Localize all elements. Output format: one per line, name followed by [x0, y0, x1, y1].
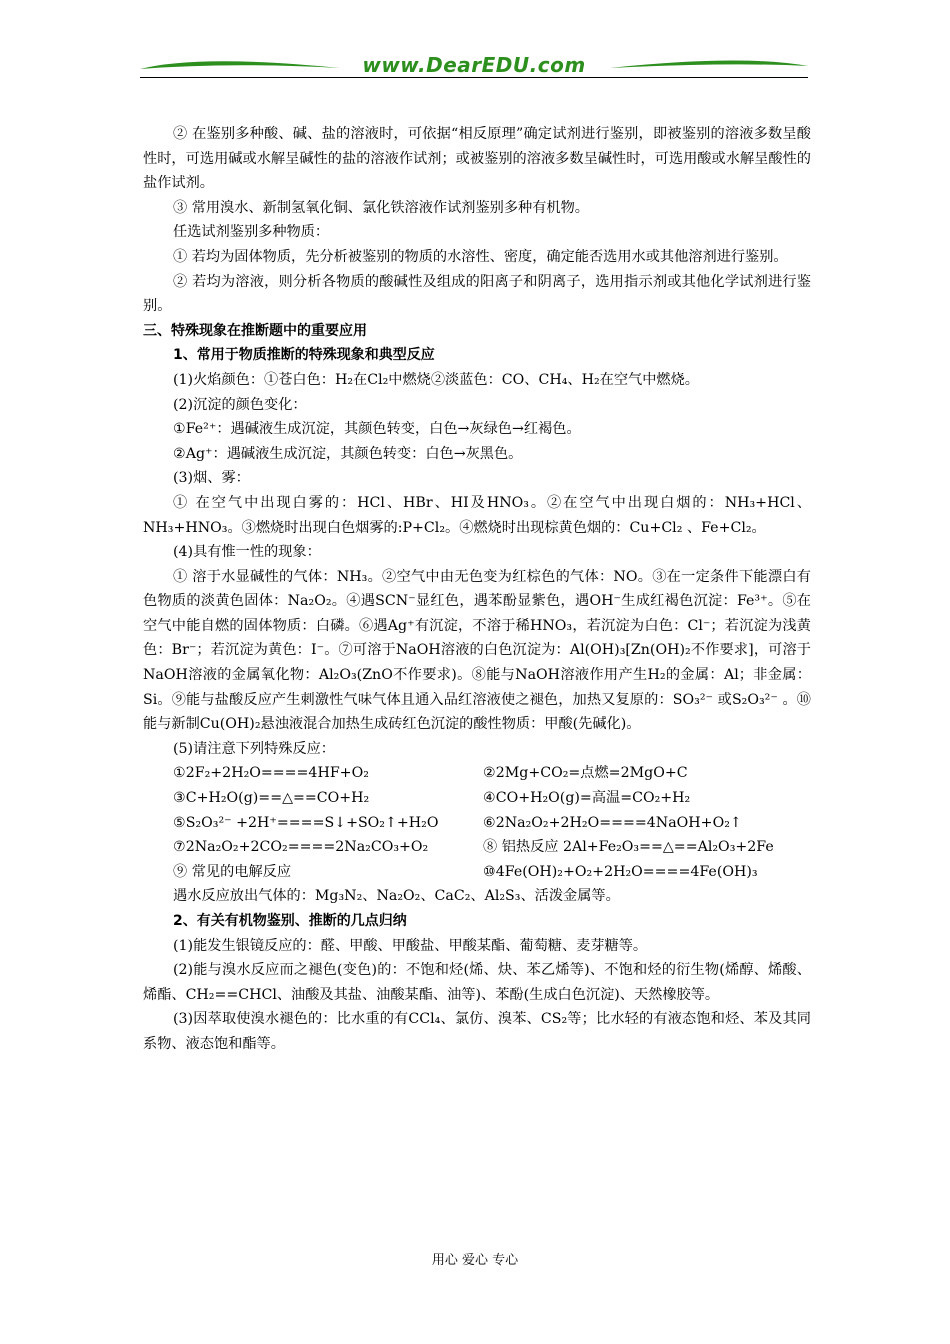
reaction-left: ①2F₂+2H₂O====4HF+O₂	[173, 765, 369, 782]
paragraph: ① 溶于水显碱性的气体：NH₃。②空气中由无色变为红棕色的气体：NO。③在一定条件下能漂白有色物质的淡黄色固体：Na₂O₂。④遇SCN⁻显红色，遇苯酚显紫色，遇OH⁻生成红褐色沉淀：Fe³⁺。⑤在空气中能自燃的固体物质：白磷。⑥遇Ag⁺有沉淀，不溶于稀HNO₃，若沉淀为白色：Cl⁻；若沉淀为浅黄色：Br⁻；若沉淀为黄色：I⁻。⑦可溶于NaOH溶液的白色沉淀为：Al(OH)₃[Zn(OH)₂不作要求]，可溶于NaOH溶液的金属氧化物：Al₂O₃(ZnO不作要求)。⑧能与NaOH溶液作用产生H₂的金属：Al；非金属：Si。⑨能与盐酸反应产生刺激性气味气体且通入品红溶液使之褪色，加热又复原的：SO₃²⁻ 或S₂O₃²⁻ 。⑩能与新制Cu(OH)₂悬浊液混合加热生成砖红色沉淀的酸性物质：甲酸(先碱化)。	[143, 568, 811, 733]
paragraph: ① 若均为固体物质，先分析被鉴别的物质的水溶性、密度，确定能否选用水或其他溶剂进行鉴别。	[173, 248, 788, 265]
paragraph: (2)能与溴水反应而之褪色(变色)的：不饱和烃(烯、炔、苯乙烯等)、不饱和烃的衍生物(烯醇、烯酸、烯酯、CH₂==CHCl、油酸及其盐、油酸某酯、油等)、苯酚(生成白色沉淀)、天然橡胶等。	[143, 962, 811, 1003]
paragraph: ③ 常用溴水、新制氢氧化铜、氯化铁溶液作试剂鉴别多种有机物。	[173, 199, 589, 216]
reaction-left: ⑨ 常见的电解反应	[173, 863, 292, 880]
paragraph: (1)能发生银镜反应的：醛、甲酸、甲酸盐、甲酸某酯、葡萄糖、麦芽糖等。	[173, 937, 648, 954]
paragraph: (1)火焰颜色：①苍白色：H₂在Cl₂中燃烧②淡蓝色：CO、CH₄、H₂在空气中燃烧。	[173, 371, 699, 388]
subsection-heading: 2、有关有机物鉴别、推断的几点归纳	[173, 913, 407, 929]
reaction-left: ⑤S₂O₃²⁻ +2H⁺====S↓+SO₂↑+H₂O	[173, 814, 439, 831]
reaction-left: ⑦2Na₂O₂+2CO₂====2Na₂CO₃+O₂	[173, 839, 429, 856]
document-body	[143, 122, 811, 1057]
subsection-heading: 1、常用于物质推断的特殊现象和典型反应	[173, 347, 435, 364]
reaction-right: ④CO+H₂O(g)=高温=CO₂+H₂	[483, 790, 691, 807]
paragraph: (3)烟、雾：	[173, 470, 250, 487]
reaction-right: ⑧ 铝热反应 2Al+Fe₂O₃==△==Al₂O₃+2Fe	[483, 839, 774, 856]
section-heading: 三、特殊现象在推断题中的重要应用	[143, 322, 367, 339]
paragraph: (2)沉淀的颜色变化：	[173, 396, 307, 413]
reaction-row	[143, 811, 811, 836]
header-divider	[140, 77, 808, 78]
reaction-right: ②2Mg+CO₂=点燃=2MgO+C	[483, 765, 688, 782]
paragraph: ② 若均为溶液，则分析各物质的酸碱性及组成的阳离子和阴离子，选用指示剂或其他化学试剂进行鉴别。	[143, 273, 811, 315]
reaction-row	[143, 761, 811, 786]
page-footer: 用心 爱心 专心	[431, 1253, 519, 1268]
paragraph: ①Fe²⁺：遇碱液生成沉淀，其颜色转变，白色→灰绿色→红褐色。	[173, 421, 581, 438]
site-title: www.DearEDU.com	[362, 53, 586, 77]
reaction-row	[143, 835, 811, 860]
paragraph: 任选试剂鉴别多种物质：	[173, 224, 330, 241]
reaction-right: ⑩4Fe(OH)₂+O₂+2H₂O====4Fe(OH)₃	[483, 863, 758, 880]
paragraph: (4)具有惟一性的现象：	[173, 544, 321, 561]
reaction-left: ③C+H₂O(g)==△==CO+H₂	[173, 790, 370, 807]
reaction-row	[143, 786, 811, 811]
page-header	[140, 52, 808, 82]
paragraph: ②Ag⁺：遇碱液生成沉淀，其颜色转变：白色→灰黑色。	[173, 445, 523, 462]
paragraph: 遇水反应放出气体的：Mg₃N₂、Na₂O₂、CaC₂、Al₂S₃、活泼金属等。	[173, 888, 620, 905]
paragraph: ① 在空气中出现白雾的：HCl、HBr、HI及HNO₃。②在空气中出现白烟的：NH₃+HCl、NH₃+HNO₃。③燃烧时出现白色烟雾的:P+Cl₂。④燃烧时出现棕黄色烟的：Cu+Cl₂ 、Fe+Cl₂。	[143, 494, 811, 536]
reaction-row	[143, 860, 811, 885]
paragraph: (5)请注意下列特殊反应：	[173, 740, 335, 757]
reaction-right: ⑥2Na₂O₂+2H₂O====4NaOH+O₂↑	[483, 814, 742, 831]
paragraph: ② 在鉴别多种酸、碱、盐的溶液时，可依据“相反原理”确定试剂进行鉴别，即被鉴别的溶液多数呈酸性时，可选用碱或水解呈碱性的盐的溶液作试剂；或被鉴别的溶液多数呈碱性时，可选用酸或水解呈酸性的盐作试剂。	[143, 126, 811, 192]
paragraph: (3)因萃取使溴水褪色的：比水重的有CCl₄、氯仿、溴苯、CS₂等；比水轻的有液态饱和烃、苯及其同系物、液态饱和酯等。	[143, 1011, 811, 1052]
